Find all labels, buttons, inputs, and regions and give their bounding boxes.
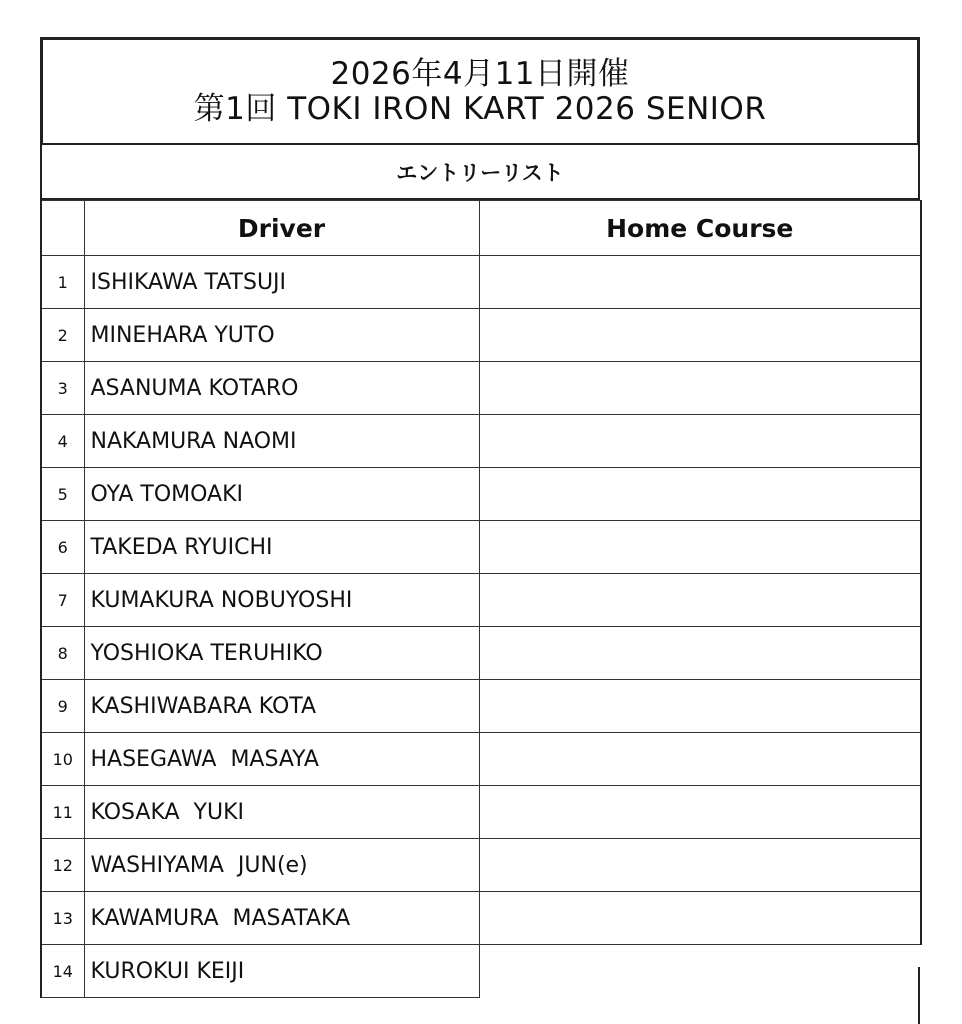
entry-number: 8 — [41, 627, 84, 680]
column-header-home-course: Home Course — [479, 201, 921, 256]
entry-list-sheet — [40, 37, 920, 998]
driver-name: KASHIWABARA KOTA — [84, 680, 479, 733]
entry-number: 4 — [41, 415, 84, 468]
driver-name: ASANUMA KOTARO — [84, 362, 479, 415]
table-row — [41, 362, 921, 415]
table-right-border-stub — [918, 967, 920, 1024]
entry-table — [40, 200, 922, 998]
driver-name: YOSHIOKA TERUHIKO — [84, 627, 479, 680]
entry-number: 9 — [41, 680, 84, 733]
entry-number: 1 — [41, 256, 84, 309]
home-course-cell — [479, 680, 921, 733]
event-date: 2026年4月11日開催 — [330, 55, 630, 92]
table-row — [41, 786, 921, 839]
driver-name: OYA TOMOAKI — [84, 468, 479, 521]
home-course-cell — [479, 415, 921, 468]
home-course-cell — [479, 574, 921, 627]
column-header-number — [41, 201, 84, 256]
entry-number: 11 — [41, 786, 84, 839]
home-course-cell — [479, 892, 921, 945]
table-header-row — [41, 201, 921, 256]
table-row — [41, 309, 921, 362]
entry-number: 7 — [41, 574, 84, 627]
table-row — [41, 468, 921, 521]
entry-number: 5 — [41, 468, 84, 521]
table-row — [41, 839, 921, 892]
driver-name: KUROKUI KEIJI — [84, 945, 479, 998]
entry-number: 6 — [41, 521, 84, 574]
entry-number: 14 — [41, 945, 84, 998]
driver-name: NAKAMURA NAOMI — [84, 415, 479, 468]
driver-name: ISHIKAWA TATSUJI — [84, 256, 479, 309]
table-row — [41, 521, 921, 574]
entry-number: 2 — [41, 309, 84, 362]
home-course-cell — [479, 786, 921, 839]
home-course-cell — [479, 521, 921, 574]
table-row — [41, 945, 921, 998]
column-header-driver: Driver — [84, 201, 479, 256]
home-course-cell — [479, 309, 921, 362]
home-course-cell — [479, 468, 921, 521]
driver-name: MINEHARA YUTO — [84, 309, 479, 362]
table-row — [41, 256, 921, 309]
driver-name: HASEGAWA MASAYA — [84, 733, 479, 786]
entry-list-heading: エントリーリスト — [40, 145, 920, 200]
home-course-cell — [479, 362, 921, 415]
entry-number: 10 — [41, 733, 84, 786]
driver-name: KOSAKA YUKI — [84, 786, 479, 839]
table-row — [41, 627, 921, 680]
home-course-cell — [479, 733, 921, 786]
home-course-cell — [479, 945, 921, 998]
driver-name: KAWAMURA MASATAKA — [84, 892, 479, 945]
table-row — [41, 680, 921, 733]
entry-number: 13 — [41, 892, 84, 945]
entry-number: 3 — [41, 362, 84, 415]
table-row — [41, 733, 921, 786]
home-course-cell — [479, 256, 921, 309]
table-row — [41, 415, 921, 468]
home-course-cell — [479, 839, 921, 892]
home-course-cell — [479, 627, 921, 680]
title-box — [40, 37, 920, 145]
event-title: 第1回 TOKI IRON KART 2026 SENIOR — [193, 90, 767, 127]
driver-name: WASHIYAMA JUN(e) — [84, 839, 479, 892]
entry-number: 12 — [41, 839, 84, 892]
driver-name: KUMAKURA NOBUYOSHI — [84, 574, 479, 627]
table-row — [41, 892, 921, 945]
driver-name: TAKEDA RYUICHI — [84, 521, 479, 574]
table-row — [41, 574, 921, 627]
